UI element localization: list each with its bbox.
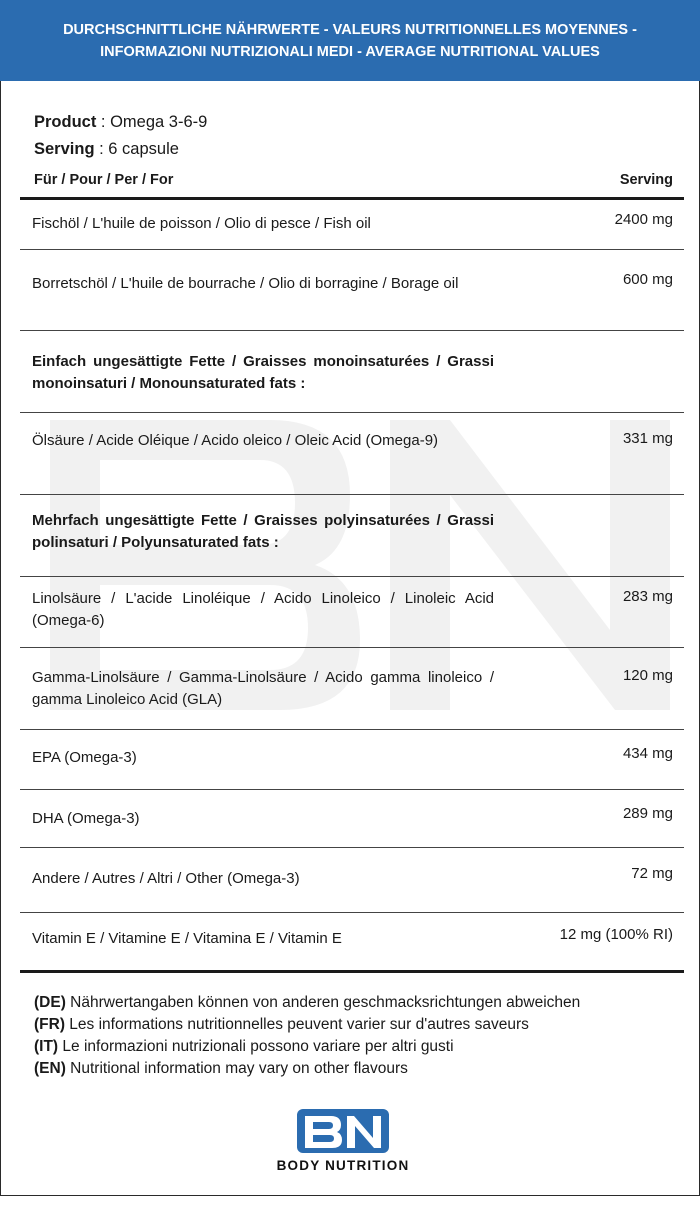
column-header-for: Für / Pour / Per / For bbox=[34, 172, 174, 188]
row-divider bbox=[20, 494, 684, 495]
disclaimer-notes bbox=[34, 992, 580, 1080]
serving-line bbox=[34, 140, 179, 159]
serving-label: Serving bbox=[34, 140, 95, 158]
table-top-rule bbox=[20, 197, 684, 200]
section-monounsaturated-label: Einfach ungesättigte Fette / Graisses monoinsaturées / Grassi monoinsaturi / Monounsaturated fats : bbox=[32, 353, 494, 392]
note-it bbox=[34, 1036, 580, 1058]
product-label: Product bbox=[34, 113, 97, 131]
row-fish-oil-label: Fischöl / L'huile de poisson / Olio di pesce / Fish oil bbox=[32, 215, 371, 232]
row-borage-oil-label: Borretschöl / L'huile de bourrache / Olio di borragine / Borage oil bbox=[32, 275, 459, 292]
row-divider bbox=[20, 729, 684, 730]
note-text: Les informations nutritionnelles peuvent varier sur d'autres saveurs bbox=[65, 1016, 529, 1033]
row-linoleic-acid-label: Linolsäure / L'acide Linoléique / Acido Linoleico / Linoleic Acid (Omega-6) bbox=[32, 590, 494, 629]
brand-name: BODY NUTRITION bbox=[276, 1158, 410, 1173]
page-header bbox=[0, 0, 700, 81]
row-epa-label: EPA (Omega-3) bbox=[32, 749, 137, 766]
row-divider bbox=[20, 789, 684, 790]
row-oleic-acid-label: Ölsäure / Acide Oléique / Acido oleico / Oleic Acid (Omega-9) bbox=[32, 432, 439, 449]
note-lang: (DE) bbox=[34, 994, 66, 1011]
row-divider bbox=[20, 647, 684, 648]
row-divider bbox=[20, 249, 684, 250]
table-bottom-rule bbox=[20, 970, 684, 973]
note-en bbox=[34, 1058, 580, 1080]
row-borage-oil-value: 600 mg bbox=[622, 271, 673, 288]
row-divider bbox=[20, 576, 684, 577]
row-other-omega3-value: 72 mg bbox=[631, 865, 673, 882]
column-header-serving: Serving bbox=[619, 172, 673, 188]
row-oleic-acid-value: 331 mg bbox=[622, 430, 673, 447]
section-polyunsaturated-label: Mehrfach ungesättigte Fette / Graisses polyinsaturées / Grassi polinsaturi / Polyunsaturated fats : bbox=[32, 512, 494, 551]
row-dha-label: DHA (Omega-3) bbox=[32, 810, 140, 827]
note-lang: (FR) bbox=[34, 1016, 65, 1033]
row-divider bbox=[20, 847, 684, 848]
note-lang: (EN) bbox=[34, 1060, 66, 1077]
row-divider bbox=[20, 412, 684, 413]
product-line bbox=[34, 113, 207, 132]
product-value: : Omega 3-6-9 bbox=[96, 113, 208, 131]
row-dha-value: 289 mg bbox=[622, 805, 673, 822]
row-vitamin-e-value: 12 mg (100% RI) bbox=[559, 926, 673, 943]
row-divider bbox=[20, 330, 684, 331]
note-de bbox=[34, 992, 580, 1014]
note-fr bbox=[34, 1014, 580, 1036]
serving-value: : 6 capsule bbox=[94, 140, 179, 158]
header-line-2: INFORMAZIONI NUTRIZIONALI MEDI - AVERAGE NUTRITIONAL VALUES bbox=[100, 43, 600, 60]
row-gla-value: 120 mg bbox=[622, 667, 673, 684]
row-gla-label: Gamma-Linolsäure / Gamma-Linolsäure / Acido gamma linoleico / gamma Linoleico Acid (GLA) bbox=[32, 669, 494, 708]
row-divider bbox=[20, 912, 684, 913]
row-other-omega3-label: Andere / Autres / Altri / Other (Omega-3) bbox=[32, 870, 300, 887]
note-text: Le informazioni nutrizionali possono variare per altri gusti bbox=[58, 1038, 454, 1055]
note-lang: (IT) bbox=[34, 1038, 59, 1055]
row-linoleic-acid-value: 283 mg bbox=[622, 588, 673, 605]
note-text: Nutritional information may vary on other flavours bbox=[65, 1060, 408, 1077]
row-fish-oil-value: 2400 mg bbox=[614, 211, 673, 228]
note-text: Nährwertangaben können von anderen geschmacksrichtungen abweichen bbox=[65, 994, 581, 1011]
row-vitamin-e-label: Vitamin E / Vitamine E / Vitamina E / Vitamin E bbox=[32, 930, 342, 947]
row-epa-value: 434 mg bbox=[622, 745, 673, 762]
header-line-1: DURCHSCHNITTLICHE NÄHRWERTE - VALEURS NUTRITIONNELLES MOYENNES - bbox=[63, 21, 637, 38]
